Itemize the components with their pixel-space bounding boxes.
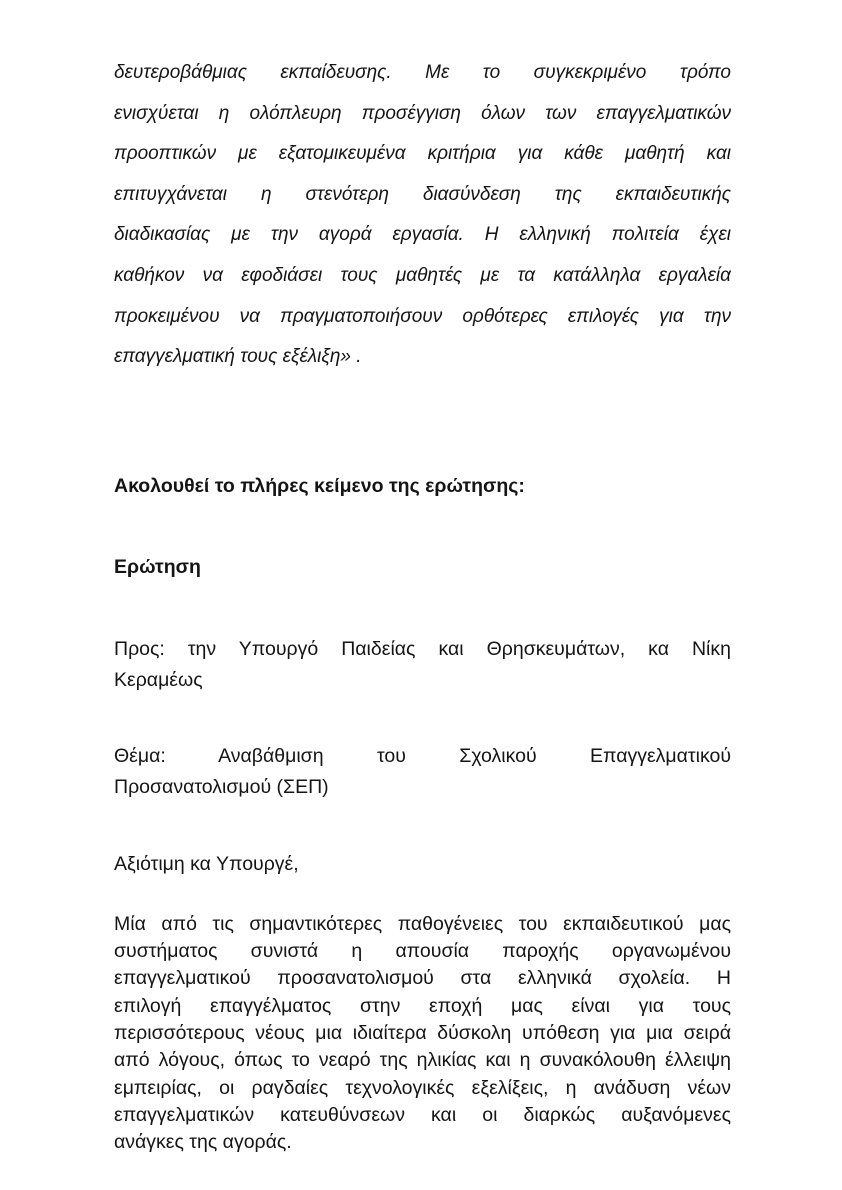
section-heading: Ακολουθεί το πλήρες κείμενο της ερώτησης: <box>114 474 525 497</box>
subject-block <box>114 741 731 803</box>
to-line: Κεραμέως <box>114 668 203 691</box>
quote-line: επαγγελματική τους εξέλιξη» . <box>114 346 362 368</box>
salutation: Αξιότιμη κα Υπουργέ, <box>114 852 299 875</box>
quote-paragraph <box>114 53 731 378</box>
quote-line: επιτυγχάνεται η στενότερη διασύνδεση της εκπαιδευτικής <box>114 183 731 205</box>
quote-line: δευτεροβάθμιας εκπαίδευσης. Με το συγκεκριμένο τρόπο <box>114 62 731 83</box>
quote-line: ενισχύεται η ολόπλευρη προσέγγιση όλων των επαγγελματικών <box>114 102 731 124</box>
to-line: Προς: την Υπουργό Παιδείας και Θρησκευμάτων, κα Νίκη <box>114 637 731 660</box>
quote-line: διαδικασίας με την αγορά εργασία. Η ελληνική πολιτεία έχει <box>114 224 731 246</box>
subject-line: Θέμα: Αναβάθμιση του Σχολικού Επαγγελματικού <box>114 744 731 767</box>
quote-line: προκειμένου να πραγματοποιήσουν ορθότερες επιλογές για την <box>114 305 731 327</box>
question-heading: Ερώτηση <box>114 555 201 578</box>
to-block <box>114 634 731 696</box>
body-line: επαγγελματικού προσανατολισμού στα ελληνικά σχολεία. Η <box>114 967 731 990</box>
quote-line: καθήκον να εφοδιάσει τους μαθητές με τα κατάλληλα εργαλεία <box>114 264 731 286</box>
body-line: επιλογή επαγγέλματος στην εποχή μας είναι για τους <box>114 994 731 1017</box>
quote-line: προοπτικών με εξατομικευμένα κριτήρια για κάθε μαθητή και <box>114 143 731 165</box>
body-line: περισσότερους νέους μια ιδιαίτερα δύσκολη υπόθεση για μια σειρά <box>114 1021 731 1044</box>
subject-line: Προσανατολισμού (ΣΕΠ) <box>114 775 329 798</box>
body-line: εμπειρίας, οι ραγδαίες τεχνολογικές εξελίξεις, η ανάδυση νέων <box>114 1076 731 1099</box>
body-line: από λόγους, όπως το νεαρό της ηλικίας και η συνακόλουθη έλλειψη <box>114 1049 731 1072</box>
body-line: Μία από τις σημαντικότερες παθογένειες του εκπαιδευτικού μας <box>114 912 731 935</box>
body-paragraph <box>114 911 731 1157</box>
body-line: επαγγελματικών κατευθύνσεων και οι διαρκώς αυξανόμενες <box>114 1103 731 1126</box>
body-line: ανάγκες της αγοράς. <box>114 1131 292 1154</box>
body-line: συστήματος συνιστά η απουσία παροχής οργανωμένου <box>114 940 731 963</box>
